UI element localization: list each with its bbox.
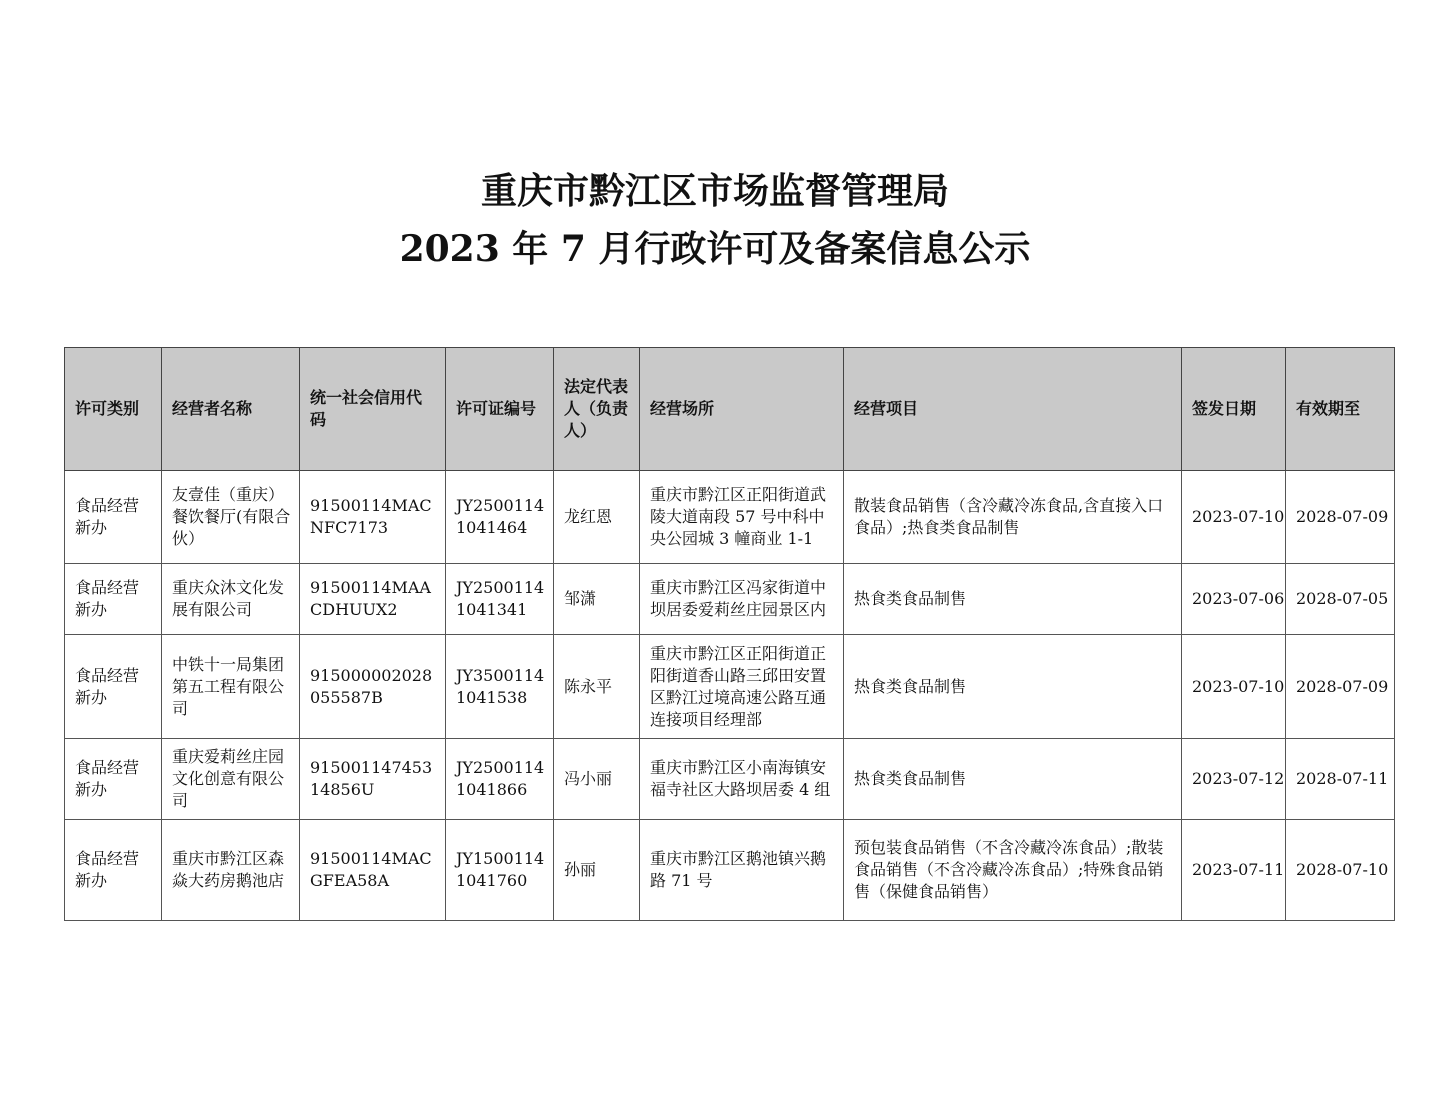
cell-license-number: JY35001141041538 — [446, 635, 554, 739]
cell-business-scope: 散装食品销售（含冷藏冷冻食品,含直接入口食品）;热食类食品制售 — [844, 471, 1182, 564]
cell-business-scope: 预包装食品销售（不含冷藏冷冻食品）;散装食品销售（不含冷藏冷冻食品）;特殊食品销售（保健食品销售） — [844, 820, 1182, 921]
cell-valid-until: 2028-07-09 — [1286, 635, 1395, 739]
cell-premises: 重庆市黔江区冯家街道中坝居委爱莉丝庄园景区内 — [640, 564, 844, 635]
table-row — [65, 739, 1395, 820]
cell-premises: 重庆市黔江区小南海镇安福寺社区大路坝居委 4 组 — [640, 739, 844, 820]
cell-valid-until: 2028-07-05 — [1286, 564, 1395, 635]
cell-valid-until: 2028-07-09 — [1286, 471, 1395, 564]
cell-license-number: JY25001141041866 — [446, 739, 554, 820]
cell-issue-date: 2023-07-06 — [1182, 564, 1286, 635]
header-issue-date: 签发日期 — [1182, 348, 1286, 471]
cell-representative: 孙丽 — [554, 820, 640, 921]
cell-valid-until: 2028-07-11 — [1286, 739, 1395, 820]
license-record-table — [64, 347, 1395, 921]
cell-valid-until: 2028-07-10 — [1286, 820, 1395, 921]
cell-category: 食品经营新办 — [65, 564, 162, 635]
header-operator-name: 经营者名称 — [162, 348, 300, 471]
cell-operator: 重庆爱莉丝庄园文化创意有限公司 — [162, 739, 300, 820]
cell-credit-code: 91500114745314856U — [300, 739, 446, 820]
cell-business-scope: 热食类食品制售 — [844, 635, 1182, 739]
cell-premises: 重庆市黔江区鹅池镇兴鹅路 71 号 — [640, 820, 844, 921]
cell-category: 食品经营新办 — [65, 739, 162, 820]
document-title-agency: 重庆市黔江区市场监督管理局 — [480, 170, 949, 212]
cell-category: 食品经营新办 — [65, 471, 162, 564]
cell-credit-code: 91500114MACGFEA58A — [300, 820, 446, 921]
header-business-premises: 经营场所 — [640, 348, 844, 471]
cell-credit-code: 91500114MACNFC7173 — [300, 471, 446, 564]
cell-premises: 重庆市黔江区正阳街道正阳街道香山路三邱田安置区黔江过境高速公路互通连接项目经理部 — [640, 635, 844, 739]
cell-category: 食品经营新办 — [65, 820, 162, 921]
cell-license-number: JY25001141041464 — [446, 471, 554, 564]
document-title-notice: 2023 年 7 月行政许可及备案信息公示 — [399, 228, 1031, 270]
cell-representative: 邹潇 — [554, 564, 640, 635]
header-row — [65, 348, 1395, 471]
header-license-number: 许可证编号 — [446, 348, 554, 471]
cell-business-scope: 热食类食品制售 — [844, 564, 1182, 635]
document-title-block — [0, 162, 1430, 278]
cell-representative: 冯小丽 — [554, 739, 640, 820]
header-legal-representative: 法定代表人（负责人） — [554, 348, 640, 471]
cell-license-number: JY25001141041341 — [446, 564, 554, 635]
header-credit-code: 统一社会信用代码 — [300, 348, 446, 471]
table-row — [65, 820, 1395, 921]
table-row — [65, 635, 1395, 739]
header-valid-until: 有效期至 — [1286, 348, 1395, 471]
cell-credit-code: 91500114MAACDHUUX2 — [300, 564, 446, 635]
cell-issue-date: 2023-07-10 — [1182, 471, 1286, 564]
table-row — [65, 564, 1395, 635]
header-license-category: 许可类别 — [65, 348, 162, 471]
cell-operator: 中铁十一局集团第五工程有限公司 — [162, 635, 300, 739]
cell-operator: 友壹佳（重庆）餐饮餐厅(有限合伙） — [162, 471, 300, 564]
cell-issue-date: 2023-07-10 — [1182, 635, 1286, 739]
table-header — [65, 348, 1395, 471]
cell-business-scope: 热食类食品制售 — [844, 739, 1182, 820]
table-body — [65, 471, 1395, 921]
cell-issue-date: 2023-07-12 — [1182, 739, 1286, 820]
cell-operator: 重庆市黔江区森焱大药房鹅池店 — [162, 820, 300, 921]
cell-category: 食品经营新办 — [65, 635, 162, 739]
cell-issue-date: 2023-07-11 — [1182, 820, 1286, 921]
cell-representative: 陈永平 — [554, 635, 640, 739]
cell-license-number: JY15001141041760 — [446, 820, 554, 921]
cell-operator: 重庆众沐文化发展有限公司 — [162, 564, 300, 635]
cell-representative: 龙红恩 — [554, 471, 640, 564]
cell-premises: 重庆市黔江区正阳街道武陵大道南段 57 号中科中央公园城 3 幢商业 1-1 — [640, 471, 844, 564]
header-business-scope: 经营项目 — [844, 348, 1182, 471]
table-row — [65, 471, 1395, 564]
cell-credit-code: 915000002028055587B — [300, 635, 446, 739]
